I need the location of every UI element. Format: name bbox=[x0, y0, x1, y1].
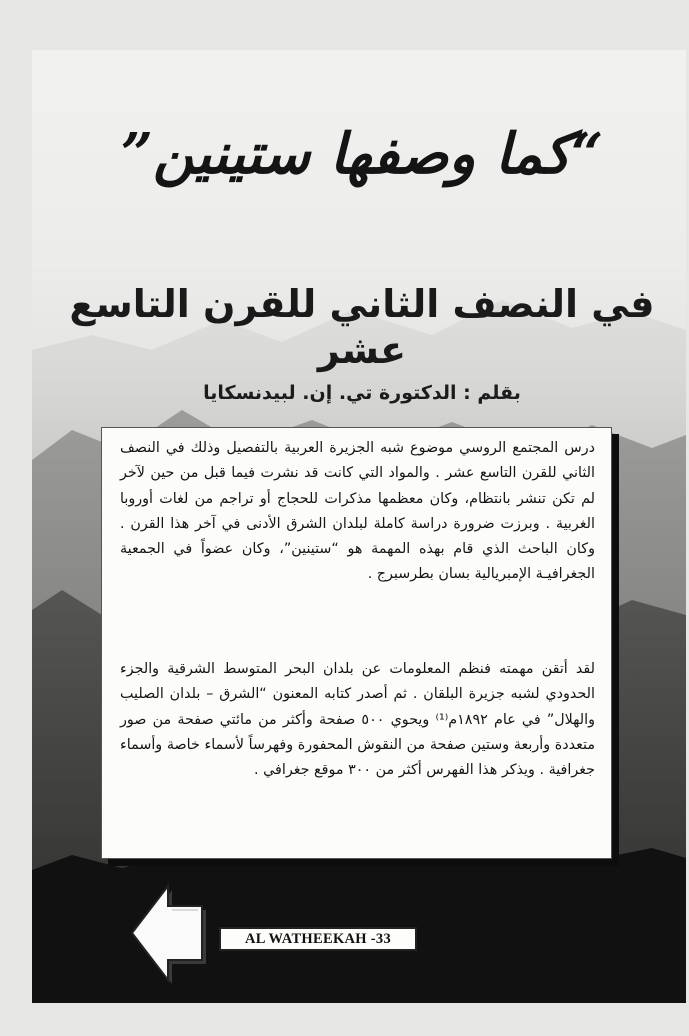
article-paragraph: لقد أتقن مهمته فنظم المعلومات عن بلدان البحر المتوسط الشرقية والجزء الحدودي لشبه جزيرة البلقان . ثم أصدر كتابه المعنون “الشرق – بلدان الصليب والهلال” في عام ١٨٩٢م⁽¹⁾ ويحوي ٥٠٠ صفحة وأكثر من مائتي صفحة من صور متعددة وأربعة وستين صفحة من النقوش المحفورة وفهرساً لأسماء خاصة وأسماء جغرافية . ويذكر هذا الفهرس أكثر من ٣٠٠ موقع جغرافي . bbox=[120, 661, 595, 779]
article-title: “كما وصفها ستينين” bbox=[120, 121, 604, 187]
article-paragraph: درس المجتمع الروسي موضوع شبه الجزيرة العربية بالتفصيل وذلك في النصف الثاني للقرن التاسع عشر . والمواد التي كانت قد نشرت فيما قبل من حين لآخر لم تكن تنشر بانتظام، وكان معظمها مذكرات للحجاج أو تراجم من لغات أوروبا الغربية . وبرزت ضرورة دراسة كاملة لبلدان الشرق الأدنى في آخر هذا القرن . وكان الباحث الذي قام بهذه المهمة هو “ستينين”، وكان عضواً في الجمعية الجغرافيـة الإمبريالية بسان بطرسبرج . bbox=[120, 440, 595, 583]
article-text-box bbox=[101, 427, 612, 859]
page-footer-label: AL WATHEEKAH -33 bbox=[219, 927, 417, 951]
left-arrow-icon[interactable] bbox=[128, 880, 208, 985]
author-byline: بقلم : الدكتورة تي. إن. لبيدنسكايا bbox=[203, 382, 521, 404]
article-subtitle: في النصف الثاني للقرن التاسع عشر bbox=[69, 282, 655, 372]
